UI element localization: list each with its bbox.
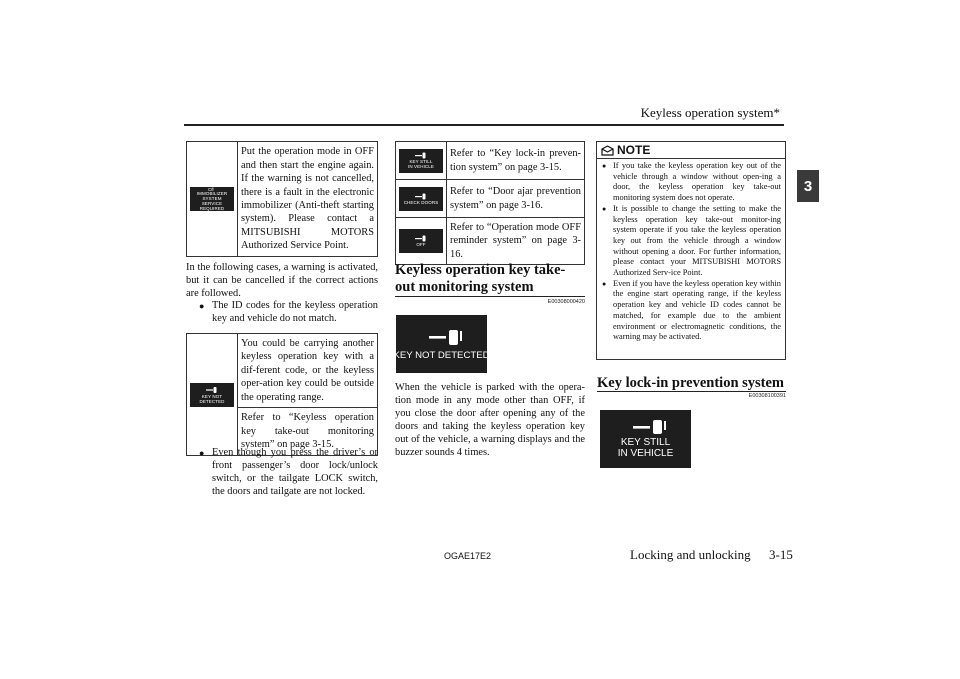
note-label: NOTE [617,143,651,157]
running-header-title: Keyless operation system* [640,105,780,120]
note-item [602,204,781,279]
section-title-key-lock-in: Key lock-in prevention system [597,375,785,391]
check-doors-display [399,187,443,211]
section-rule [395,296,585,297]
operation-off-display [399,229,443,253]
door-ajar-refer-text: Refer to “Door ajar prevention system” on page 3-16. [447,180,585,218]
operation-off-label: OFF [416,242,426,248]
bullet-dot: ● [602,204,607,213]
note-item-text: Even if you have the keyless operation key within the engine start operating range, if the keyless operation key and vehicle ID codes cannot be matched, for example due to the ambient environment or electromagnetic conditions, the warning may be activated. [613,278,781,342]
section-title-take-out: Keyless operation key take-out monitoring system [395,262,566,295]
bullet-dot: ● [602,279,607,288]
check-doors-label: CHECK DOORS [403,199,439,205]
key-fob-icon [425,327,469,347]
key-not-detected-refer-text: Refer to “Keyless operation key take-out monitoring system” on page 3-15. [238,408,378,456]
operation-off-refer-text: Refer to “Operation mode OFF reminder system” on page 3-16. [447,218,585,265]
key-not-detected-display [393,315,490,373]
note-box [596,141,786,360]
section-rule [597,391,786,392]
key-not-detected-small-label: KEY NOT DETECTED [199,393,225,404]
key-still-small-label: KEY STILL IN VEHICLE [407,159,434,169]
key-not-detected-display-small [190,383,234,407]
note-item-text: It is possible to change the setting to make the keyless operation key take-out monitor-ing system operate if you take the keyless operation key out from the vehicle through a window without opening a door. For further information, please contact your MITSUBISHI MOTORS Authorized Serv-ice Point. [613,203,781,278]
key-not-detected-display-label: KEY NOT DETECTED [393,349,490,361]
immobilizer-display-label: IMMOBILIZER SYSTEM SERVICE REQUIRED [196,191,228,211]
immobilizer-warning-display [190,187,234,211]
immobilizer-warning-table [186,141,378,257]
note-item [602,279,781,343]
key-still-in-vehicle-display [600,410,691,468]
bullet-doors-not-locked-text: Even though you press the driver’s or front passenger’s door lock/unlock switch, or the tailgate LOCK switch, the doors and tailgate are not locked. [212,447,378,497]
chapter-tab: 3 [797,170,819,202]
section-code: E00308100391 [748,393,786,399]
intro-paragraph: In the following cases, a warning is activated, but it can be cancelled if the correct actions are followed. [186,262,378,299]
take-out-body-paragraph: When the vehicle is parked with the opera-tion mode in any mode other than OFF, if you close the door after opening any of the doors and taking the keyless operation key out of the vehicle, a warning displays and the buzzer sounds 4 times. [395,382,585,458]
key-not-detected-cause-text: You could be carrying another keyless operation key with a dif-ferent code, or the keyless oper-ation key could be outside the operating range. [238,334,378,408]
note-item [602,161,781,204]
bullet-id-codes-text: The ID codes for the keyless operation key and vehicle do not match. [212,300,378,324]
key-lock-in-refer-text: Refer to “Key lock-in preven-tion system” on page 3-15. [447,142,585,180]
footer-section-name: Locking and unlocking [630,547,751,562]
key-still-in-vehicle-label: KEY STILL IN VEHICLE [617,437,674,459]
key-still-in-vehicle-display-small [399,149,443,173]
note-items [597,159,785,343]
bullet-dot: ● [602,162,607,170]
section-code: E00308000420 [547,299,585,305]
key-fob-icon [414,152,428,159]
key-fob-icon [414,193,428,200]
key-fob-icon [414,235,428,242]
immobilizer-warning-text: Put the operation mode in OFF and then start the engine again. If the warning is not cancelled, there is a fault in the electronic immobilizer (Anti-theft starting system). Please contact a MITSUBISHI MOTORS Authorized Service Point. [238,142,378,257]
note-header [597,142,785,159]
bullet-doors-not-locked [199,447,378,499]
note-icon [601,145,614,156]
header-rule [184,124,784,126]
footer-doc-code: OGAE17E2 [444,551,492,561]
footer-page-number: 3-15 [769,547,793,562]
bullet-dot: ● [199,301,205,311]
bullet-id-codes [199,300,378,326]
note-item-text: If you take the keyless operation key out of the vehicle through a window without open-ing a door, the keyless operation key take-out monitoring system does not operate. [613,161,781,203]
key-fob-icon [205,386,219,394]
key-not-detected-table [186,333,378,456]
bullet-dot: ● [199,448,205,458]
warning-reference-table [395,141,585,265]
key-fob-icon [629,419,673,435]
